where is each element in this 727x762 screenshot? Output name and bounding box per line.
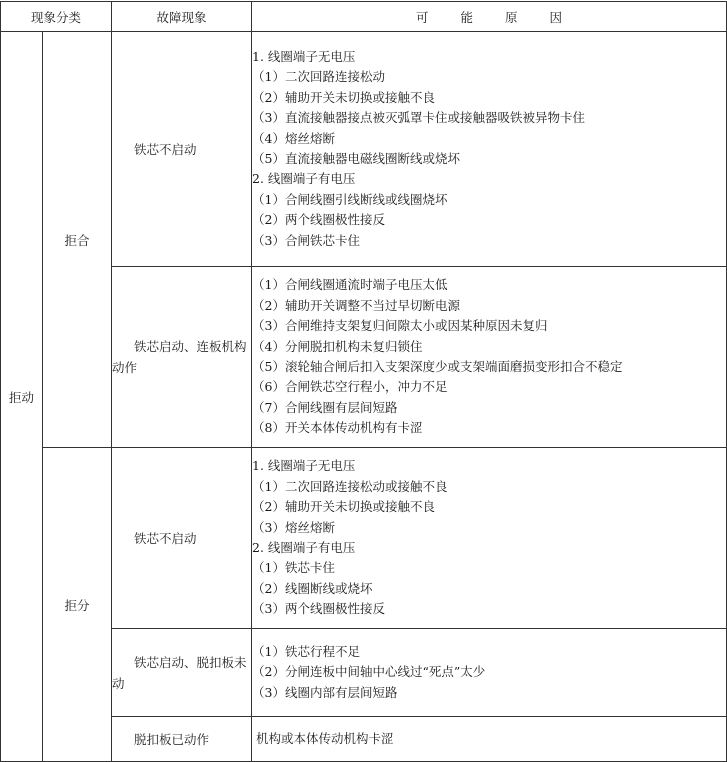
sub-category-cell: 拒分 [43, 448, 112, 762]
cause-line: （2）两个线圈极性接反 [252, 212, 385, 228]
phenomenon-cell: 铁芯启动、连板机构动作 [112, 267, 252, 448]
cause-cell [252, 32, 727, 267]
cause-line: （2）辅助开关未切换或接触不良 [252, 89, 435, 105]
cause-line: （4）分闸脱扣机构未复归锁住 [252, 338, 423, 354]
cause-line: （3）合闸维持支架复归间隙太小或因某种原因未复归 [252, 318, 548, 334]
cause-line: （1）铁芯行程不足 [252, 643, 360, 659]
cause-line: 机构或本体传动机构卡涩 [256, 730, 394, 746]
cause-line: （3）熔丝熔断 [252, 519, 335, 535]
cause-line: （2）分闸连板中间轴中心线过“死点”太少 [252, 664, 486, 680]
sub-category-cell: 拒合 [43, 32, 112, 448]
cause-line: （7）合闸线圈有层间短路 [252, 399, 398, 415]
header-phenomenon: 故障现象 [112, 2, 252, 32]
cause-line: （3）直流接触器接点被灭弧罩卡住或接触器吸铁被异物卡住 [252, 110, 585, 126]
fault-table [0, 1, 727, 762]
cause-line: （5）直流接触器电磁线圈断线或烧坏 [252, 151, 460, 166]
cause-cell [252, 629, 727, 717]
cause-cell [252, 717, 727, 762]
cause-line: （6）合闸铁芯空行程小，冲力不足 [252, 379, 448, 395]
cause-cell [252, 448, 727, 629]
table-row [1, 448, 727, 629]
cause-cell [252, 267, 727, 448]
cause-line: （1）二次回路连接松动或接触不良 [252, 478, 448, 494]
phenomenon-cell: 脱扣板已动作 [112, 717, 252, 762]
header-category: 现象分类 [1, 2, 112, 32]
cause-line: 2. 线圈端子有电压 [252, 540, 356, 555]
cause-line: 1. 线圈端子无电压 [252, 458, 356, 474]
header-cause: 可 能 原 因 [252, 2, 727, 32]
cause-line: （3）两个线圈极性接反 [252, 601, 385, 617]
cause-line: （5）滚轮轴合闸后扣入支架深度少或支架端面磨损变形扣合不稳定 [252, 359, 623, 374]
cause-line: 1. 线圈端子无电压 [252, 48, 356, 64]
table-row [1, 32, 727, 267]
cause-line: （3）合闸铁芯卡住 [252, 232, 360, 248]
phenomenon-cell: 铁芯不启动 [112, 32, 252, 267]
cause-line: （3）线圈内部有层间短路 [252, 684, 398, 700]
cause-line: （1）合闸线圈引线断线或线圈烧坏 [252, 191, 448, 207]
cause-line: （1）二次回路连接松动 [252, 69, 385, 85]
phenomenon-cell: 铁芯不启动 [112, 448, 252, 629]
main-category-cell: 拒动 [1, 32, 43, 762]
phenomenon-cell: 铁芯启动、脱扣板未动 [112, 629, 252, 717]
cause-line: 2. 线圈端子有电压 [252, 171, 356, 187]
cause-line: （2）线圈断线或烧坏 [252, 580, 373, 596]
header-row [1, 2, 727, 32]
cause-line: （8）开关本体传动机构有卡涩 [252, 420, 423, 436]
cause-line: （2）辅助开关未切换或接触不良 [252, 499, 435, 515]
cause-line: （4）熔丝熔断 [252, 130, 335, 146]
cause-line: （2）辅助开关调整不当过早切断电源 [252, 297, 460, 313]
cause-line: （1）铁芯卡住 [252, 560, 335, 576]
cause-line: （1）合闸线圈通流时端子电压太低 [252, 277, 448, 293]
